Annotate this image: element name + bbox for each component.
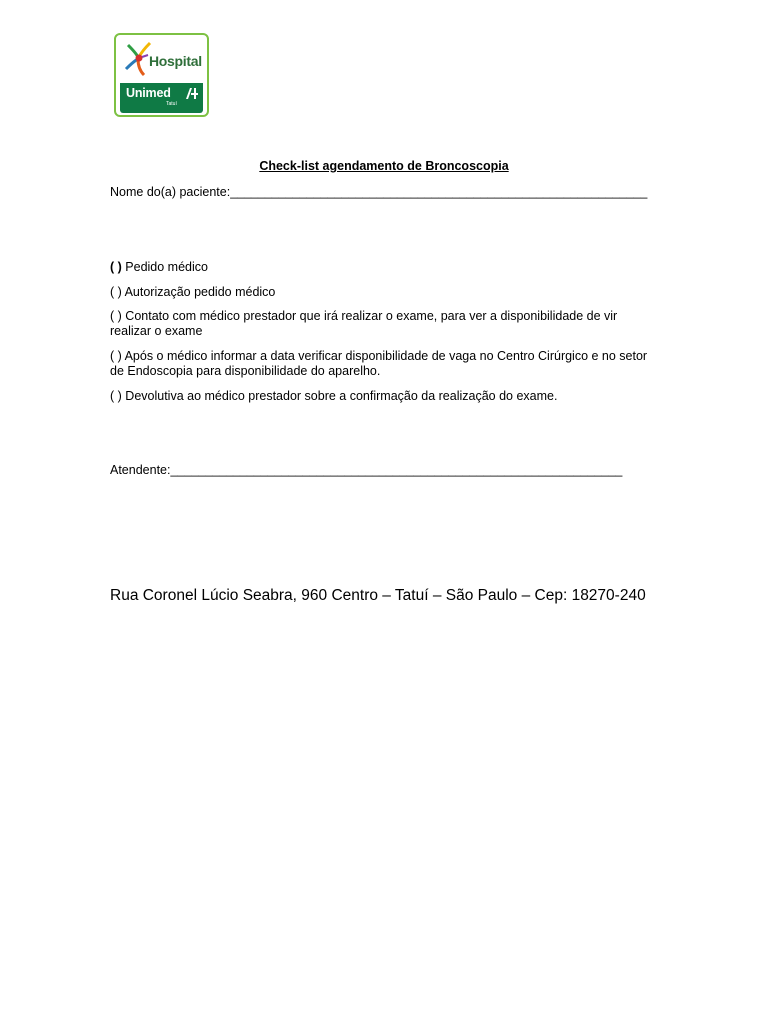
patient-name-row (110, 185, 647, 199)
patient-name-label: Nome do(a) paciente: (110, 185, 231, 199)
logo-hospital-text: Hospital (149, 53, 202, 69)
checkbox-parentheses: ( ) (110, 349, 122, 363)
logo-city-text: Tatuí (166, 101, 177, 107)
checklist-item (110, 309, 655, 339)
checklist-item-text: Após o médico informar a data verificar disponibilidade de vaga no Centro Cirúrgico e no setor de Endoscopia para disponibilidade do aparelho. (110, 349, 648, 378)
attendant-row (110, 463, 622, 477)
checklist-item-text: Pedido médico (121, 260, 208, 274)
checkbox-parentheses: ( ) (110, 309, 122, 323)
checkbox-parentheses: ( ) (110, 389, 122, 403)
checklist-item-text: Autorização pedido médico (121, 285, 276, 299)
checklist-item (110, 285, 655, 300)
checkbox-parentheses: ( ) (110, 260, 122, 274)
checklist-item (110, 260, 655, 275)
attendant-label: Atendente: (110, 463, 171, 477)
footer-address: Rua Coronel Lúcio Seabra, 960 Centro – Tatuí – São Paulo – Cep: 18270-240 (110, 587, 646, 604)
checkbox-parentheses: ( ) (110, 285, 122, 299)
checklist-item (110, 349, 655, 379)
patient-name-line: ____________________________________________________________ (230, 185, 648, 199)
checklist-item-text: Contato com médico prestador que irá realizar o exame, para ver a disponibilidade de vir realizar o exame (110, 309, 618, 338)
attendant-line: _________________________________________________________________ (170, 463, 623, 477)
checklist-item-text: Devolutiva ao médico prestador sobre a confirmação da realização do exame. (121, 389, 558, 403)
logo-brand-text: Unimed (126, 86, 171, 100)
logo-band (120, 83, 203, 113)
hospital-unimed-logo (114, 33, 209, 117)
unimed-tree-icon (184, 87, 200, 100)
document-title: Check-list agendamento de Broncoscopia (259, 159, 509, 173)
checklist-item (110, 389, 655, 404)
